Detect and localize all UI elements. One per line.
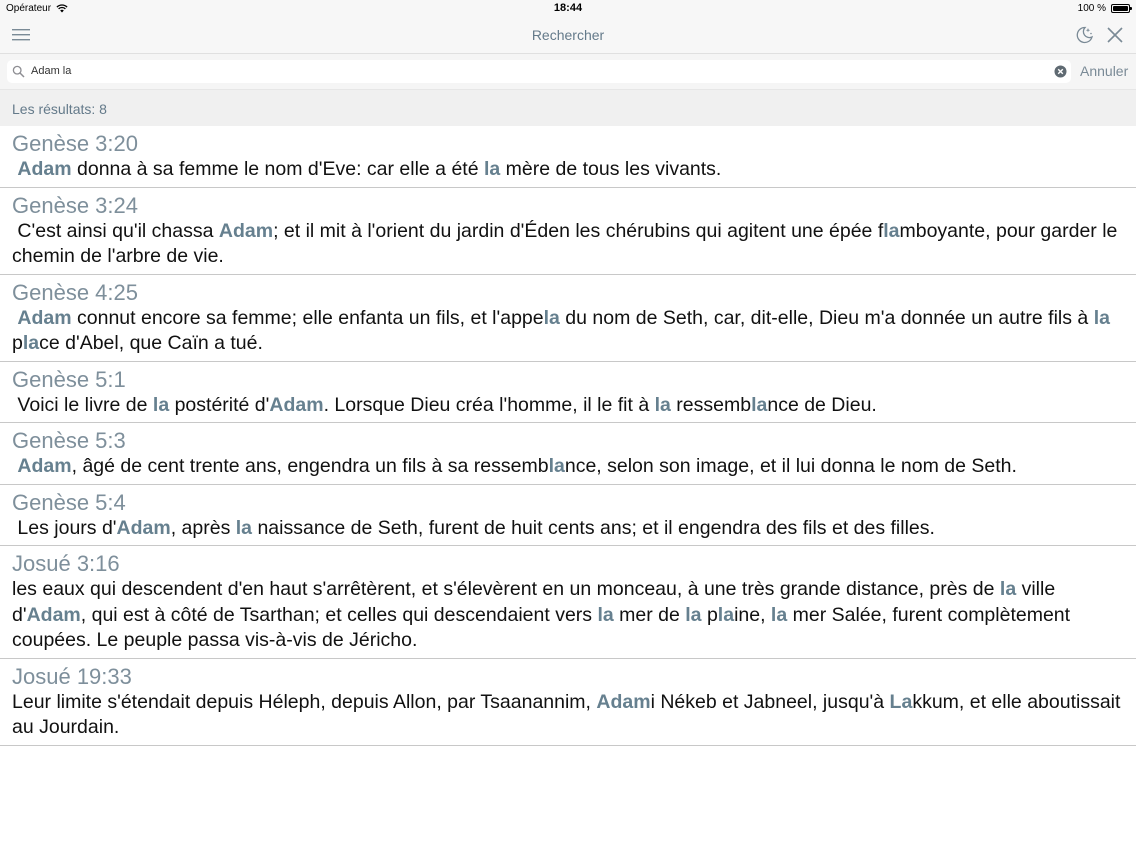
highlighted-match: la [883, 219, 900, 242]
highlighted-match: Adam [218, 219, 274, 242]
text-segment: mer de [613, 603, 686, 626]
text-segment: les eaux qui descendent d'en haut s'arrêtèrent, et s'élevèrent en un monceau, à une très grande distance, près de [12, 578, 1000, 600]
result-item[interactable] [0, 485, 1136, 547]
highlighted-match: Adam [596, 690, 651, 713]
text-segment: ce d'Abel, que Caïn a tué. [39, 332, 263, 354]
text-segment: nce de Dieu. [767, 393, 877, 416]
highlighted-match: Adam [17, 306, 72, 329]
text-segment: Voici le livre de [12, 393, 153, 416]
text-segment: Leur limite s'étendait depuis Héleph, depuis Allon, par Tsaanannim, [12, 690, 597, 713]
result-item[interactable] [0, 659, 1136, 746]
highlighted-match: la [548, 455, 565, 477]
result-text [12, 454, 1124, 480]
search-bar [0, 54, 1136, 90]
text-segment: , âgé de cent trente ans, engendra un fils à sa ressemb [71, 455, 549, 477]
highlighted-match: la [654, 393, 671, 416]
text-segment: ressemb [670, 393, 752, 416]
result-item[interactable] [0, 188, 1136, 275]
results-count: Les résultats: 8 [12, 101, 107, 117]
text-segment: C'est ainsi qu'il chassa [12, 219, 219, 242]
highlighted-match: la [717, 603, 735, 626]
highlighted-match: la [751, 393, 768, 416]
battery-indicator [1078, 3, 1130, 14]
clear-icon[interactable] [1054, 65, 1067, 78]
highlighted-match: la [1093, 306, 1110, 329]
result-item[interactable] [0, 362, 1136, 424]
highlighted-match: Adam [17, 158, 72, 180]
text-segment: donna à sa femme le nom d'Eve: car elle a été [71, 158, 484, 180]
battery-percentage: 100 % [1077, 3, 1106, 14]
cancel-button[interactable]: Annuler [1080, 63, 1129, 79]
carrier-label: Opérateur [6, 3, 52, 14]
text-segment: p [701, 603, 718, 626]
text-segment: naissance de Seth, furent de huit cents ans; et il engendra des fils et des filles. [252, 516, 935, 539]
highlighted-match: la [770, 603, 788, 626]
result-reference: Josué 3:16 [12, 551, 120, 576]
result-text [12, 393, 1124, 419]
result-reference: Genèse 5:3 [12, 428, 126, 453]
text-segment: connut encore sa femme; elle enfanta un fils, et l'appe [71, 306, 544, 329]
result-text [12, 219, 1124, 270]
result-item[interactable] [0, 275, 1136, 362]
highlighted-match: Adam [26, 603, 81, 626]
result-reference: Genèse 5:4 [12, 489, 126, 515]
result-item[interactable] [0, 546, 1136, 659]
result-reference: Genèse 4:25 [12, 279, 138, 305]
highlighted-match: la [152, 393, 170, 416]
highlighted-match: La [889, 690, 913, 713]
result-text [12, 577, 1124, 654]
result-text [12, 306, 1124, 357]
text-segment: ine, [734, 603, 771, 626]
text-segment: postérité d' [169, 393, 270, 416]
highlighted-match: la [483, 158, 501, 180]
result-reference: Josué 19:33 [12, 663, 132, 689]
text-segment: nce, selon son image, et il lui donna le nom de Seth. [564, 455, 1017, 477]
highlighted-match: Adam [269, 393, 324, 416]
text-segment: i Nékeb et Jabneel, jusqu'à [650, 690, 890, 713]
results-list [0, 126, 1136, 746]
highlighted-match: Adam [116, 516, 171, 539]
text-segment: ville d' [12, 578, 1061, 626]
result-text [12, 157, 1124, 183]
search-input[interactable] [7, 60, 1071, 83]
result-item[interactable] [0, 126, 1136, 188]
search-input-value[interactable]: Adam la [31, 65, 72, 77]
result-reference: Genèse 5:1 [12, 366, 126, 392]
text-segment: mboyante, pour garder le chemin de l'arbre de vie. [12, 219, 1123, 267]
highlighted-match: Adam [17, 455, 72, 477]
close-icon [1105, 25, 1125, 45]
battery-icon [1111, 4, 1130, 13]
result-reference: Genèse 3:20 [12, 131, 138, 156]
highlighted-match: la [235, 516, 253, 539]
navigation-bar [0, 17, 1136, 54]
search-icon [12, 65, 25, 78]
text-segment: . Lorsque Dieu créa l'homme, il le fit à [323, 393, 655, 416]
highlighted-match: la [597, 603, 614, 626]
highlighted-match: la [685, 603, 702, 626]
highlighted-match: la [999, 578, 1017, 600]
result-reference: Genèse 3:24 [12, 192, 138, 218]
close-button[interactable] [1105, 25, 1125, 45]
text-segment: p [12, 306, 1116, 354]
night-mode-icon [1074, 25, 1094, 45]
text-segment: du nom de Seth, car, dit-elle, Dieu m'a donnée un autre fils à [559, 306, 1094, 329]
result-item[interactable] [0, 423, 1136, 485]
status-bar [0, 0, 1136, 17]
battery-fill [1113, 6, 1128, 11]
clock: 18:44 [553, 2, 583, 14]
text-segment: mer Salée, furent complètement coupées. Le peuple passa vis-à-vis de Jéricho. [12, 603, 1076, 651]
highlighted-match: la [543, 306, 560, 329]
night-mode-button[interactable] [1074, 25, 1094, 45]
text-segment: Les jours d' [12, 516, 117, 539]
page-title: Rechercher [531, 27, 605, 43]
result-text [12, 516, 1124, 542]
results-header [0, 90, 1136, 126]
highlighted-match: la [22, 332, 40, 354]
result-text [12, 690, 1124, 741]
text-segment: , après [170, 516, 236, 539]
text-segment: kkum, et elle aboutissait au Jourdain. [12, 690, 1126, 738]
text-segment: , qui est à côté de Tsarthan; et celles qui descendaient vers [80, 603, 598, 626]
text-segment: mère de tous les vivants. [500, 158, 722, 180]
text-segment: ; et il mit à l'orient du jardin d'Éden les chérubins qui agitent une épée f [273, 219, 884, 242]
